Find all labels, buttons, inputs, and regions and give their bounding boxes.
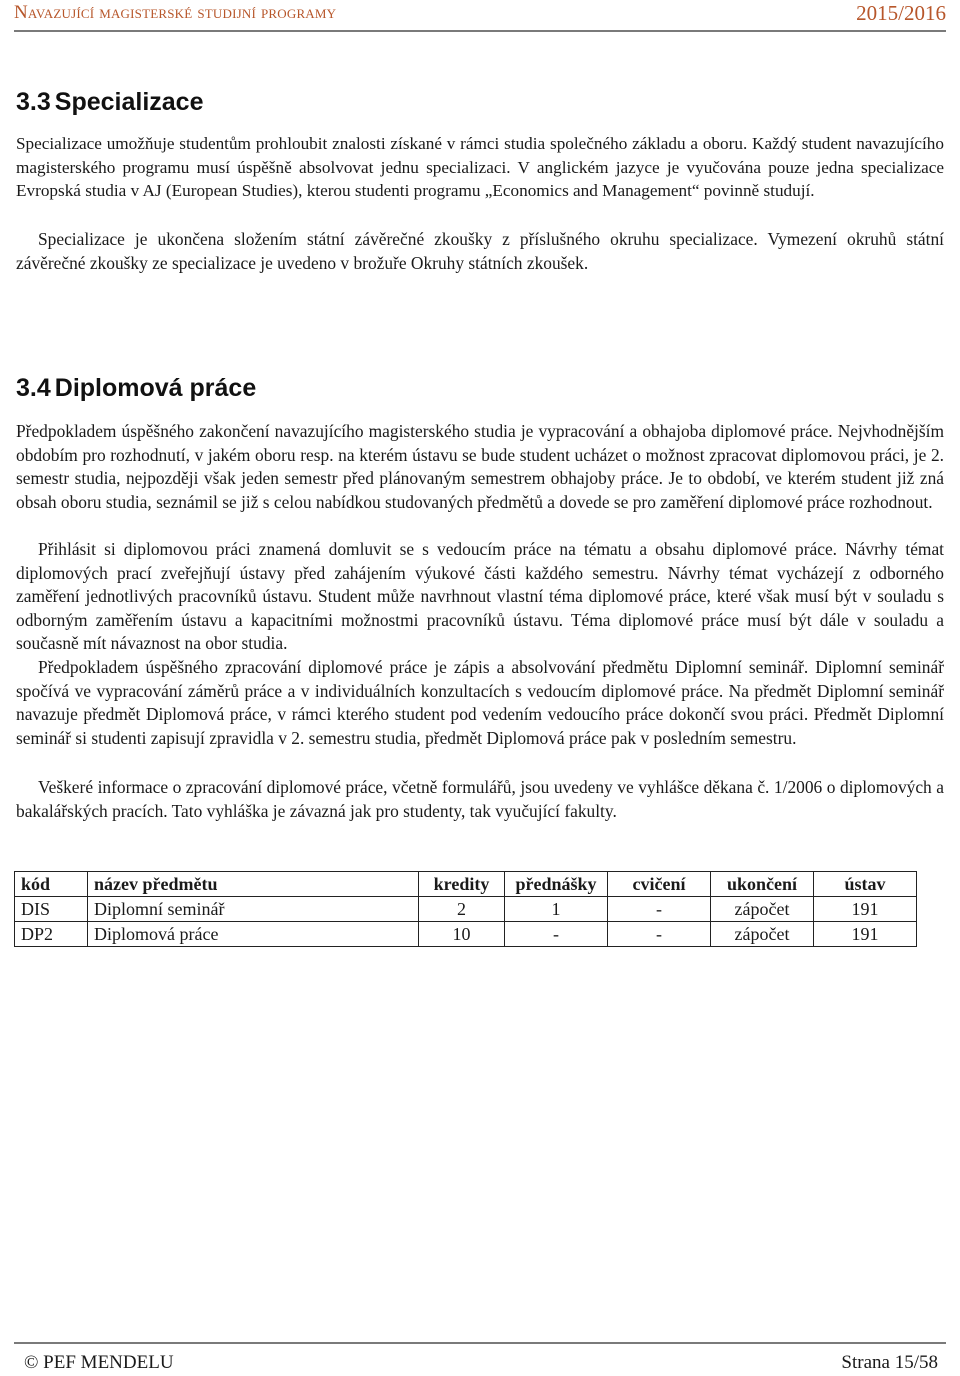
footer-page-number: Strana 15/58 <box>841 1352 938 1373</box>
table-cell: DP2 <box>15 922 88 947</box>
column-header-code: kód <box>15 872 88 897</box>
page-footer <box>14 1342 946 1376</box>
paragraph: Předpokladem úspěšného zpracování diplomové práce je zápis a absolvování předmětu Diplomní seminář. Diplomní seminář spočívá ve vypracování záměrů práce a v individuálních konzultacích s vedoucím diplomové práce. Na předmět Diplomní seminář navazuje předmět Diplomová práce, v rámci kterého student pod vedením vedoucího práce dokončí svou práci. Předmět Diplomní seminář si studenti zapisují zpravidla v 2. semestru studia, předmět Diplomová práce pak v posledním semestru. <box>16 657 944 748</box>
section-number: 3.4 <box>16 374 51 402</box>
table-cell: zápočet <box>711 897 814 922</box>
header-academic-year: 2015/2016 <box>856 1 946 25</box>
column-header-department: ústav <box>814 872 917 897</box>
running-header <box>14 0 946 32</box>
footer-copyright: © PEF MENDELU <box>24 1352 174 1373</box>
column-header-completion: ukončení <box>711 872 814 897</box>
paragraph: Specializace je ukončena složením státní závěrečné zkoušky z příslušného okruhu specializace. Vymezení okruhů státní závěrečné zkoušky ze specializace je uvedeno v brožuře Okruhy státních zkoušek. <box>16 229 944 273</box>
table-cell: 191 <box>814 922 917 947</box>
column-header-lectures: přednášky <box>505 872 608 897</box>
section-number: 3.3 <box>16 88 51 116</box>
table-cell: - <box>505 922 608 947</box>
table-cell: - <box>608 922 711 947</box>
table-cell: - <box>608 897 711 922</box>
paragraph: Specializace umožňuje studentům prohloubit znalosti získané v rámci studia společného základu a oboru. Každý student navazujícího magisterského programu musí úspěšně absolvovat jednu specializaci. V anglickém jazyce je vyučována pouze jedna specializace Evropská studia v AJ (European Studies), kterou studenti programu „Economics and Management“ povinně studují. <box>16 134 944 201</box>
table-row <box>15 897 917 922</box>
column-header-course-name: název předmětu <box>88 872 419 897</box>
paragraph: Předpokladem úspěšného zakončení navazujícího magisterského studia je vypracování a obhajoba diplomové práce. Nejvhodnějším obdobím pro rozhodnutí, v jakém oboru resp. na kterém ústavu se bude student ucházet o možnost zpracovat diplomovou práci, je 2. semestr studia, nejpozději však jeden semestr před plánovaným semestrem obhajoby práce. Je to období, ve kterém student již zná obsah oboru studia, seznámil se již s celou nabídkou studovaných předmětů a dovede se pro zaměření diplomové práce rozhodnout. <box>16 421 944 512</box>
table-cell: 2 <box>419 897 505 922</box>
table-cell: 1 <box>505 897 608 922</box>
header-program-title: Navazující magisterské studijní programy <box>14 2 337 23</box>
paragraph: Přihlásit si diplomovou práci znamená domluvit se s vedoucím práce na tématu a obsahu diplomové práce. Návrhy témat diplomových prací zveřejňují ústavy před zahájením výukové části každého semestru. Návrhy témat vycházejí z odborného zaměření jednotlivých pracovníků ústavu. Student může navrhnout vlastní téma diplomové práce, které však musí být v souladu s odborným zaměřením ústavu a kapacitními možnostmi pracovníků ústavu. Téma diplomové práce musí být dále v souladu a současně mít návaznost na obor studia. <box>16 539 944 654</box>
table-cell: zápočet <box>711 922 814 947</box>
section-heading-specializace <box>16 88 203 117</box>
paragraph: Veškeré informace o zpracování diplomové práce, včetně formulářů, jsou uvedeny ve vyhlášce děkana č. 1/2006 o diplomových a bakalářských pracích. Tato vyhláška je závazná jak pro studenty, tak vyučující fakulty. <box>16 777 944 821</box>
table-cell: DIS <box>15 897 88 922</box>
section-heading-diplomova-prace <box>16 374 256 403</box>
table-cell: 191 <box>814 897 917 922</box>
column-header-exercises: cvičení <box>608 872 711 897</box>
course-table <box>14 871 917 947</box>
section-title: Diplomová práce <box>54 374 257 402</box>
table-row <box>15 922 917 947</box>
table-header-row <box>15 872 917 897</box>
table-cell: Diplomní seminář <box>88 897 419 922</box>
table-cell: 10 <box>419 922 505 947</box>
column-header-credits: kredity <box>419 872 505 897</box>
section-title: Specializace <box>54 88 204 116</box>
table-cell: Diplomová práce <box>88 922 419 947</box>
